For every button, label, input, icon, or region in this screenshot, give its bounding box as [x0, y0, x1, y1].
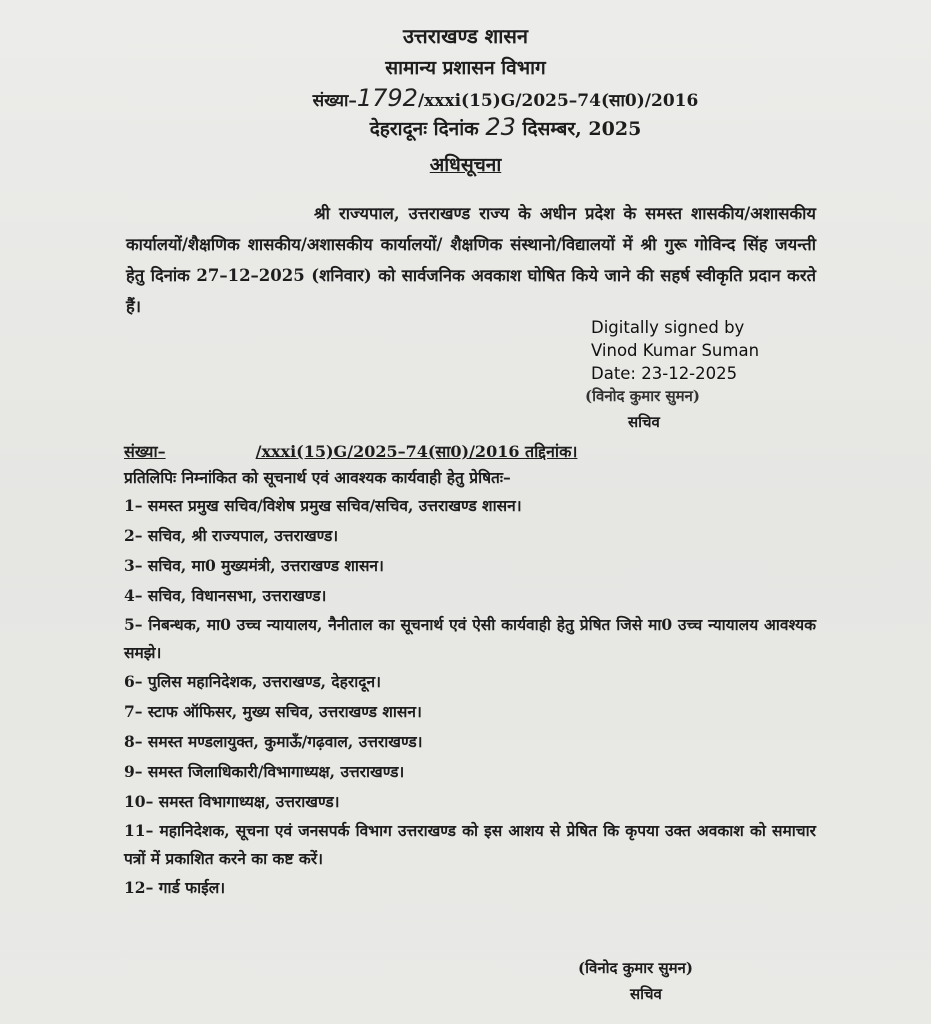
list-item: 9– समस्त जिलाधिकारी/विभागाध्यक्ष, उत्तराखण्ड।: [124, 762, 405, 781]
reference-number: [40, 84, 931, 112]
notice-title: अधिसूचना: [429, 154, 502, 176]
signature-line-3: Date: 23-12-2025: [591, 364, 738, 383]
list-item: 4– सचिव, विधानसभा, उत्तराखण्ड।: [124, 586, 327, 605]
signatory-name: (विनोद कुमार सुमन): [585, 387, 700, 405]
copy-reference-suffix: /xxxi(15)G/2025–74(सा0)/2016 तद्दिनांक।: [255, 442, 578, 461]
digital-signature-block: [591, 316, 759, 385]
reference-handwritten-number: 1792: [356, 84, 418, 112]
list-item: 6– पुलिस महानिदेशक, उत्तराखण्ड, देहरादून।: [124, 672, 381, 691]
signature-line-2: Vinod Kumar Suman: [591, 341, 760, 360]
list-item: 3– सचिव, मा0 मुख्यमंत्री, उत्तराखण्ड शासन।: [124, 556, 384, 575]
final-signatory-name: (विनोद कुमार सुमन): [578, 959, 693, 977]
date-suffix: दिसम्बर, 2025: [522, 118, 642, 140]
copy-intro: प्रतिलिपिः निम्नांकित को सूचनार्थ एवं आवश्यक कार्यवाही हेतु प्रेषितः–: [124, 468, 511, 487]
department-heading: सामान्य प्रशासन विभाग: [385, 57, 546, 79]
copy-reference: [124, 440, 577, 462]
list-item: 2– सचिव, श्री राज्यपाल, उत्तराखण्ड।: [124, 526, 339, 545]
date-prefix: देहरादूनः दिनांक: [369, 118, 479, 140]
signature-line-1: Digitally signed by: [591, 318, 745, 337]
issue-date: [40, 113, 931, 141]
signatory-designation: सचिव: [628, 413, 660, 431]
list-item: 1– समस्त प्रमुख सचिव/विशेष प्रमुख सचिव/सचिव, उत्तराखण्ड शासन।: [124, 496, 522, 515]
list-item: 5– निबन्धक, मा0 उच्च न्यायालय, नैनीताल का सूचनार्थ एवं ऐसी कार्यवाही हेतु प्रेषित जिसे मा0 उच्च न्यायालय आवश्यक समझे।: [124, 615, 816, 662]
notice-paragraph: श्री राज्यपाल, उत्तराखण्ड राज्य के अधीन प्रदेश के समस्त शासकीय/अशासकीय कार्यालयों/शैक्षणिक शासकीय/अशासकीय कार्यालयों/ शैक्षणिक संस्थानो/विद्यालयों में श्री गुरू गोविन्द सिंह जयन्ती हेतु दिनांक 27–12–2025 (शनिवार) को सार्वजनिक अवकाश घोषित किये जाने की सहर्ष स्वीकृति प्रदान करते हैं।: [126, 204, 816, 316]
government-heading: उत्तराखण्ड शासन: [402, 24, 529, 48]
list-item: 8– समस्त मण्डलायुक्त, कुमाऊँ/गढ़वाल, उत्तराखण्ड।: [124, 732, 423, 751]
reference-suffix: /xxxi(15)G/2025–74(सा0)/2016: [417, 91, 699, 111]
list-item: 11– महानिदेशक, सूचना एवं जनसपर्क विभाग उत्तराखण्ड को इस आशय से प्रेषित कि कृपया उक्त अवकाश को समाचार पत्रों में प्रकाशित करने का कष्ट करें।: [124, 821, 816, 868]
list-item: 7– स्टाफ ऑफिसर, मुख्य सचिव, उत्तराखण्ड शासन।: [124, 702, 422, 721]
date-handwritten-day: 23: [485, 113, 516, 141]
reference-prefix: संख्या–: [312, 91, 357, 111]
list-item: 12– गार्ड फाईल।: [124, 878, 226, 897]
copy-reference-prefix: संख्या–: [124, 442, 166, 461]
copy-recipient-list: [124, 491, 816, 903]
final-signatory-designation: सचिव: [630, 985, 662, 1003]
list-item: 10– समस्त विभागाध्यक्ष, उत्तराखण्ड।: [124, 792, 340, 811]
